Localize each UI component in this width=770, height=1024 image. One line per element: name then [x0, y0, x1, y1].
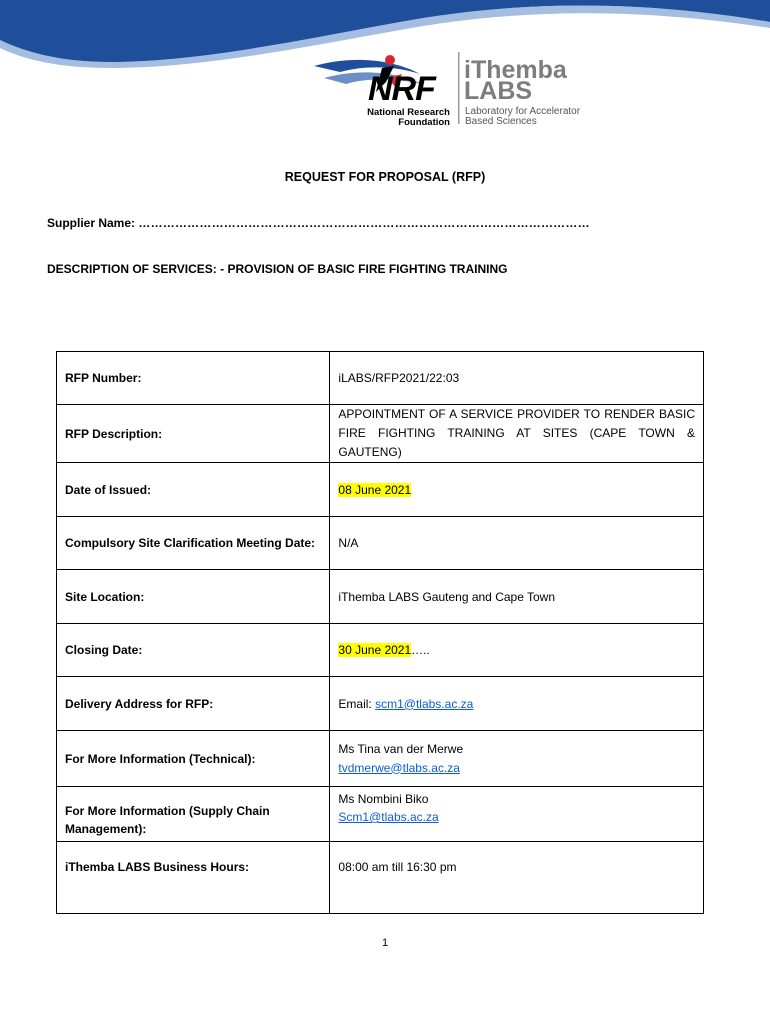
date-issued-value: 08 June 2021 [338, 482, 412, 497]
table-row [57, 570, 704, 624]
nrf-abbr: NRF [368, 70, 435, 108]
table-row [57, 731, 704, 787]
table-row [57, 787, 704, 842]
supply-chain-contact-name: Ms Nombini Biko [338, 792, 429, 806]
closing-date-value: 30 June 2021 [338, 643, 412, 657]
supplier-label: Supplier Name: [47, 216, 136, 230]
rfp-description-label: RFP Description: [57, 405, 330, 463]
site-meeting-label: Compulsory Site Clarification Meeting Date: [57, 517, 330, 570]
technical-contact-name: Ms Tina van der Merwe [338, 741, 464, 756]
ithemba-line1: iThemba [464, 56, 567, 84]
site-location-value: iThemba LABS Gauteng and Cape Town [330, 570, 704, 624]
site-meeting-value: N/A [330, 517, 704, 570]
supply-chain-email-link[interactable]: Scm1@tlabs.ac.za [338, 810, 439, 824]
table-row [57, 842, 704, 914]
delivery-email-link[interactable]: scm1@tlabs.ac.za [375, 696, 474, 711]
closing-date-label: Closing Date: [57, 624, 330, 677]
rfp-description-value: APPOINTMENT OF A SERVICE PROVIDER TO RENDER BASIC FIRE FIGHTING TRAINING AT SITES (CAPE TOWN & GAUTENG) [330, 405, 704, 463]
nrf-name-line1: National Research [367, 107, 450, 118]
technical-label: For More Information (Technical): [57, 731, 330, 787]
nrf-name-line2: Foundation [398, 117, 450, 128]
supply-chain-label: For More Information (Supply Chain Management): [57, 787, 330, 842]
table-row [57, 677, 704, 731]
table-row [57, 405, 704, 463]
technical-email-link[interactable]: tvdmerwe@tlabs.ac.za [338, 760, 460, 775]
ithemba-sub1: Laboratory for Accelerator [465, 106, 581, 117]
business-hours-label: iThemba LABS Business Hours: [57, 842, 330, 914]
table-row [57, 517, 704, 570]
supplier-name-line [47, 216, 627, 230]
services-description: DESCRIPTION OF SERVICES: - PROVISION OF BASIC FIRE FIGHTING TRAINING [47, 262, 508, 276]
delivery-prefix: Email: [338, 696, 376, 711]
business-hours-value: 08:00 am till 16:30 pm [330, 842, 704, 914]
table-row [57, 463, 704, 517]
delivery-label: Delivery Address for RFP: [57, 677, 330, 731]
nrf-ithemba-logo [310, 48, 610, 128]
rfp-number-label: RFP Number: [57, 352, 330, 405]
site-location-label: Site Location: [57, 570, 330, 624]
ithemba-sub2: Based Sciences [465, 116, 537, 127]
rfp-number-value: iLABS/RFP2021/22:03 [330, 352, 704, 405]
supplier-dots: ………………………………………………………………………………………………… [138, 216, 590, 230]
date-issued-label: Date of Issued: [57, 463, 330, 517]
ithemba-line2: LABS [464, 77, 533, 105]
page-number: 1 [381, 937, 389, 949]
rfp-details-table [56, 351, 704, 914]
closing-date-suffix: ….. [411, 643, 430, 657]
table-row [57, 624, 704, 677]
document-title: REQUEST FOR PROPOSAL (RFP) [284, 170, 486, 184]
table-row [57, 352, 704, 405]
